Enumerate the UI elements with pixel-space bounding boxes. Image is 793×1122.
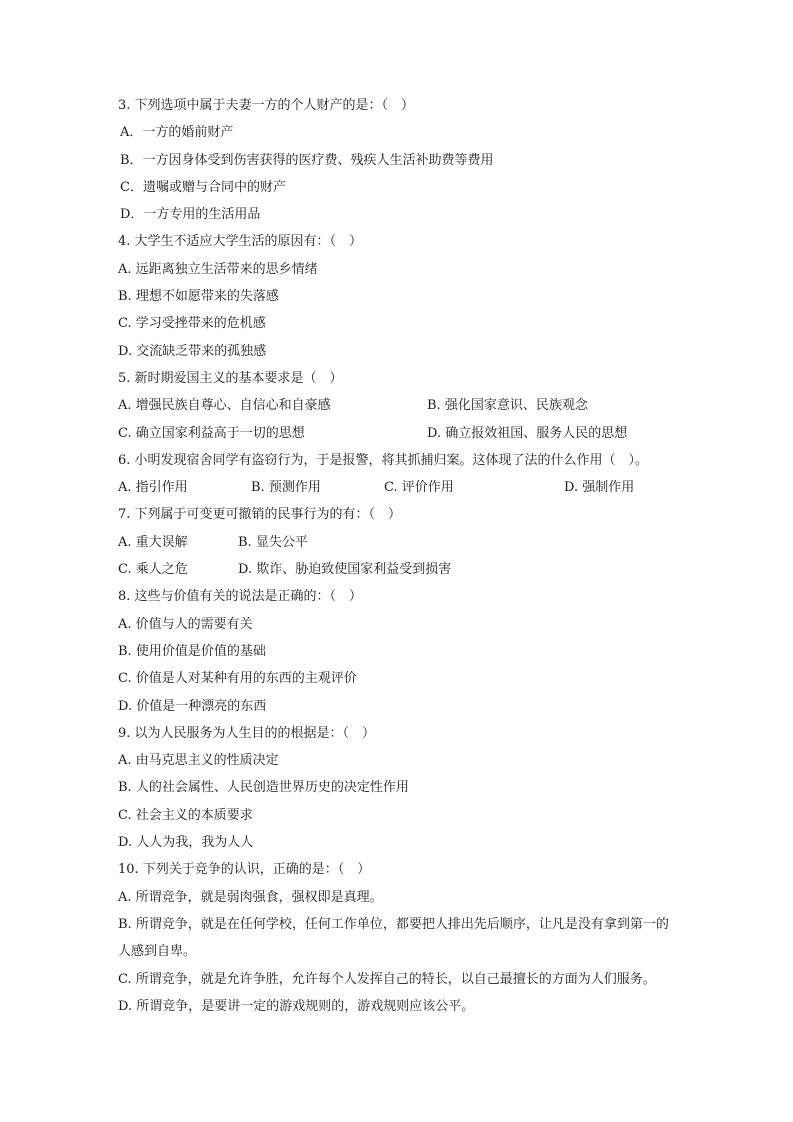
question-6-option-a: A. 指引作用 [118,480,188,496]
question-10-option-a: A. 所谓竞争，就是弱肉强食，强权即是真理。 [118,889,383,905]
question-7-row-1 [118,529,678,556]
question-8-option-d: D. 价值是一种漂亮的东西 [118,698,267,714]
question-5-option-b: B. 强化国家意识、民族观念 [427,398,588,414]
question-7-row-2 [118,556,678,583]
question-5-row-2 [118,420,678,447]
question-5-option-c: C. 确立国家利益高于一切的思想 [118,425,305,441]
question-4-stem: 4. 大学生不适应大学生活的原因有：（ ） [118,234,363,250]
question-7-option-b: B. 显失公平 [238,534,308,550]
question-10-option-d: D. 所谓竞争，是要讲一定的游戏规则的，游戏规则应该公平。 [118,998,475,1014]
question-7-option-d: D. 欺诈、胁迫致使国家利益受到损害 [238,562,452,578]
question-10-stem: 10. 下列关于竞争的认识，正确的是：（ ） [118,862,371,878]
question-4-option-b: B. 理想不如愿带来的失落感 [118,289,279,305]
question-3-option-d: D．一方专用的生活用品 [120,207,261,223]
question-4-option-c: C. 学习受挫带来的危机感 [118,316,266,332]
question-10-option-b: B. 所谓竞争，就是在任何学校，任何工作单位，都要把人排出先后顺序，让凡是没有拿到第一的人感到自卑。 [118,916,669,960]
question-4-option-d: D. 交流缺乏带来的孤独感 [118,343,267,359]
question-8-stem: 8. 这些与价值有关的说法是正确的：（ ） [118,589,363,605]
question-8-option-a: A. 价值与人的需要有关 [118,616,253,632]
question-9-stem: 9. 以为人民服务为人生目的的根据是：（ ） [118,725,376,741]
question-6-option-b: B. 预测作用 [251,480,321,496]
question-9-option-b: B. 人的社会属性、人民创造世界历史的决定性作用 [118,780,409,796]
question-9-option-c: C. 社会主义的本质要求 [118,807,253,823]
question-3-option-b: B．一方因身体受到伤害获得的医疗费、残疾人生活补助费等费用 [120,152,494,168]
question-7-option-a: A. 重大误解 [118,534,188,550]
question-5-option-d: D. 确立报效祖国、服务人民的思想 [427,425,628,441]
question-9-option-d: D. 人人为我，我为人人 [118,835,254,851]
question-4-option-a: A. 远距离独立生活带来的思乡情绪 [118,261,318,277]
question-6-row [118,474,678,501]
question-3-option-c: C．遗嘱或赠与合同中的财产 [120,179,286,195]
question-10-option-c: C. 所谓竞争，就是允许争胜，允许每个人发挥自己的特长，以自己最擅长的方面为人们服务。 [118,971,656,987]
question-7-option-c: C. 乘人之危 [118,562,188,578]
question-3-stem: 3. 下列选项中属于夫妻一方的个人财产的是：（ ） [118,98,415,113]
question-5-option-a: A. 增强民族自尊心、自信心和自豪感 [118,398,331,414]
question-9-option-a: A. 由马克思主义的性质决定 [118,753,279,769]
question-6-option-d: D. 强制作用 [564,480,635,496]
question-list [118,92,678,1020]
question-5-stem: 5. 新时期爱国主义的基本要求是（ ） [118,370,343,386]
question-3-option-a: A．一方的婚前财产 [120,125,234,141]
question-8-option-b: B. 使用价值是价值的基础 [118,643,266,659]
question-7-stem: 7. 下列属于可变更可撤销的民事行为的有：（ ） [118,507,402,523]
question-6-option-c: C. 评价作用 [384,480,454,496]
question-5-row-1 [118,392,678,419]
question-6-stem: 6. 小明发现宿舍同学有盗窃行为，于是报警，将其抓捕归案。这体现了法的什么作用（ ）。 [118,452,649,468]
question-8-option-c: C. 价值是人对某种有用的东西的主观评价 [118,671,357,687]
